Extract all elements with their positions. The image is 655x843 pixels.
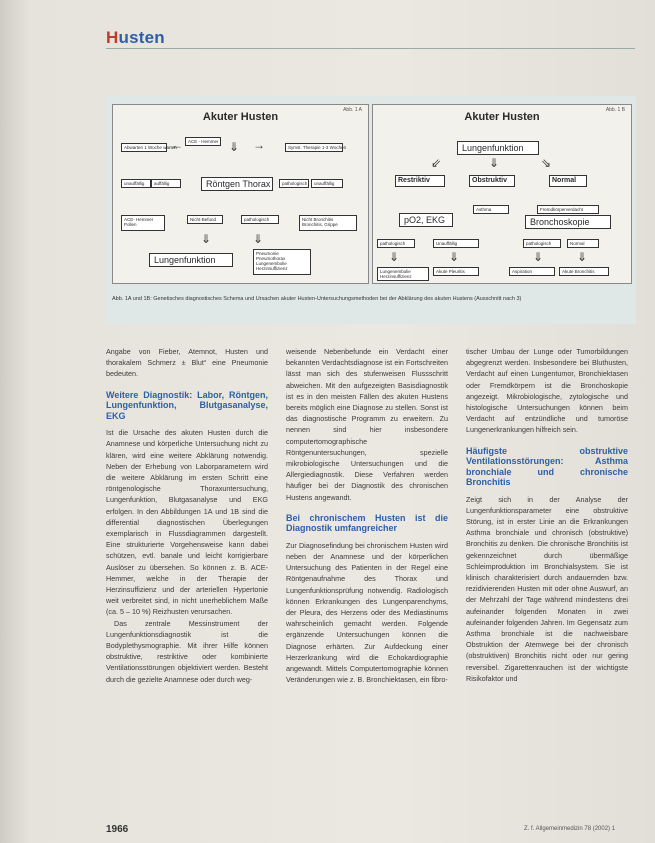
arrow-down-icon: ⇓	[229, 140, 240, 154]
page-number: 1966	[106, 824, 129, 835]
arrow-down-icon: ⇓	[253, 232, 264, 246]
flowchart-left-number: Abb. 1 A	[343, 107, 362, 113]
paragraph: Zeigt sich in der Analyse der Lungenfunktionsparameter eine obstruktive Störung, ist in erster Linie an die Erkrankungen Asthma bronchiale und chronisch (obstruktive) Bronchitis zu denken. Die chronische Bronchitis ist gekennzeichnet durch übermäßige Schleimproduktion im Bronchialsystem. Sie ist klinisch charakterisiert durch andauernden bzw. rezidivierenden Husten mit oder ohne Auswurf, an der Mehrzahl der Tage während mindestens drei aufeinander folgenden Monaten in zwei aufeinander folgenden Jahren. Im Gegensatz zum Asthma bronchiale ist die nachweisbare Obstruktion der Atemwege bei der chronisch (obstruktiven) Bronchitis nicht oder nur gering reversibel. Zigarettenrauchen ist der wichtigste Risikofaktor und	[466, 494, 628, 683]
arrow-down-icon: ⇓	[201, 232, 212, 246]
flow-box-small: pathologisch	[279, 179, 309, 188]
flow-box-small: pathologisch	[377, 239, 415, 248]
arrow-down-icon: ⇓	[533, 250, 544, 264]
header-initial: H	[106, 28, 119, 47]
arrow-down-icon: ⇙	[431, 156, 442, 170]
flow-box: Asthma	[473, 205, 509, 214]
flow-box: pathologisch	[241, 215, 279, 224]
flow-box-small: Fremdkörperverdacht	[537, 205, 599, 214]
flow-box-small: unauffällig	[311, 179, 343, 188]
text-column-2	[286, 346, 448, 685]
flowchart-right-title: Akuter Husten	[464, 111, 540, 123]
figure-caption: Abb. 1A und 1B: Genetisches diagnostisches Schema und Ursachen akuter Husten-Untersuchungsmethoden bei der Abklärung des akuten Hustens (Ausschnitt nach 3)	[112, 296, 522, 302]
flow-box: Restriktiv	[395, 175, 445, 187]
flow-box: Normal	[549, 175, 587, 187]
journal-reference: Z. f. Allgemeinmedizin 78 (2002) 1	[524, 826, 616, 832]
paragraph: Das zentrale Messinstrument der Lungenfunktionsdiagnostik ist die Bodyplethysmographie. Mit ihrer Hilfe können obstruktive, restriktive oder kombinierte Ventilationsstörungen objektiviert werden. Besteht durch die gezielte Anamnese oder durch weg-	[106, 618, 268, 684]
arrow-down-icon: ⇓	[389, 250, 400, 264]
flow-box: Akute Bronchitis	[559, 267, 609, 276]
section-header	[106, 28, 165, 48]
flow-box: Aspiration	[509, 267, 555, 276]
flowchart-left-title: Akuter Husten	[202, 111, 279, 123]
subheading: Weitere Diagnostik: Labor, Röntgen, Lungenfunktion, Blutgasanalyse, EKG	[106, 389, 268, 421]
text-column-1	[106, 346, 268, 685]
flowchart-right	[372, 104, 632, 284]
flowchart-left	[112, 104, 369, 284]
flow-box-main: pO2, EKG	[399, 213, 453, 227]
flowchart-right-number: Abb. 1 B	[605, 107, 625, 113]
arrow-down-icon: ⇓	[577, 250, 588, 264]
arrow-down-icon: ⇓	[489, 156, 500, 170]
paragraph: Ist die Ursache des akuten Husten durch die Anamnese und körperliche Untersuchung nicht zu klären, wird eine weitere Abklärung notwendig. Neben der Erhebung von Laborparametern wird die weitere Abklärung im ersten Schritt eine röntgenologische Thoraxuntersuchung, Lungenfunktion, Blutgasanalyse und EKG erfolgen. In den Abbildungen 1A und 1B sind die differential diagnostischen Überlegungen exemplarisch in Flussdiagrammen dargestellt. Eine strukturierte Vorgehensweise kann dabei schützen, evtl. banale und leicht korrigierbare Auslöser zu übersehen. So können z. B. ACE-Hemmer, welche in der Therapie der Herzinsuffizienz und der arteriellen Hypertonie weit verbreitet sind, in nicht unerheblichem Maße (ca. 5 – 10 %) Reizhusten verursachen.	[106, 428, 268, 617]
subheading: Bei chronischem Husten ist die Diagnostik umfangreicher	[286, 512, 448, 534]
flow-box-small: pathologisch	[523, 239, 561, 248]
flow-box: ACE- Hemmer Pollen	[121, 215, 165, 231]
paragraph: Angabe von Fieber, Atemnot, Husten und thorakalem Schmerz ± Blut“ eine Pneumonie bedeuten.	[106, 347, 268, 379]
paragraph: weisende Nebenbefunde ein Verdacht einer bekannten Verdachtsdiagnose ist ein Fortschreiten lässt man sich des stufenweisen Flussschritt abweichen. Mit den aufgezeigten Basisdiagnostik ist es in den meisten Fällen des akuten Hustens bereits möglich eine Diagnose zu stellen. Sonst ist das diagnostische Programm zu erweitern. Zu nennen sind hier insbesondere computertomographische Röntgenuntersuchungen, spezielle mikrobiologische Untersuchungen und die Allergiediagnostik. Diese Verfahren werden häufiger bei der Diagnostik des chronischen Hustens angewandt.	[286, 347, 448, 502]
flow-box-main: Lungenfunktion	[457, 141, 539, 155]
flow-box: Akute Pleuritis	[433, 267, 479, 276]
flow-box: ACE - Hemmer	[185, 137, 221, 146]
header-rule	[106, 48, 635, 49]
flow-box-small: Normal	[567, 239, 599, 248]
arrow-down-icon: ⇓	[449, 250, 460, 264]
flow-box-small: Unauffällig	[433, 239, 479, 248]
flow-box: Pneumonie Pneumothorax Lungenembolie Herzinsuffizienz	[253, 249, 311, 275]
flow-box-main: Röntgen Thorax	[201, 177, 273, 191]
header-rest: usten	[118, 28, 165, 47]
flow-box: Symst. Therapie 1-3 Wochen	[285, 143, 343, 152]
flow-box: Lungenembolie Herzinsuffizienz	[377, 267, 429, 281]
flow-box-small: unauffällig	[121, 179, 151, 188]
flow-box-main: Bronchoskopie	[525, 215, 611, 229]
arrow-down-icon: ⇘	[541, 156, 552, 170]
flow-box: Nicht-Befund	[187, 215, 223, 224]
flow-box: Nicht Bronchitis Bronchitis, Grippe	[299, 215, 357, 231]
flow-box-small: auffällig	[151, 179, 181, 188]
subheading: Häufigste obstruktive Ventilationsstörungen: Asthma bronchiale und chronische Bronchitis	[466, 445, 628, 488]
text-column-3	[466, 346, 628, 684]
arrow-right-icon: ←	[171, 138, 183, 152]
paragraph: Zur Diagnosefindung bei chronischem Husten wird neben der Anamnese und der körperlichen Untersuchung des Patienten in der Regel eine Röntgenaufnahme des Thorax und Lungenfunktionsprüfung notwendig. Radiologisch können Erkrankungen des Lungenparenchyms, der Pleura, des Herzens oder des Mediastinums wahrscheinlich gemacht werden. Folgende ergänzende Untersuchungen können die Diagnose erhärten. Zur Aufdeckung einer Herzerkrankung wird die Echokardiographie angewandt. Mittels Computertomographie können Veränderungen wie z. B. Bronchiektasen, ein fibro-	[286, 540, 448, 685]
flow-box: Abwarten 1 Woche warten	[121, 143, 167, 152]
flow-box-main: Lungenfunktion	[149, 253, 233, 267]
flow-box: Obstruktiv	[469, 175, 515, 187]
arrow-right-icon: →	[253, 138, 265, 152]
paragraph: tischer Umbau der Lunge oder Tumorbildungen abgegrenzt werden. Insbesondere bei Bluthusten, Verdacht auf einen Lungentumor, Bronchiektasen oder Fremdkörpern ist die Bronchoskopie angezeigt. Mikrobiologische, zytologische und histologische Untersuchungen können beim Verdacht auf entzündliche und tumoröse Lungenerkrankungen hilfreich sein.	[466, 347, 628, 435]
